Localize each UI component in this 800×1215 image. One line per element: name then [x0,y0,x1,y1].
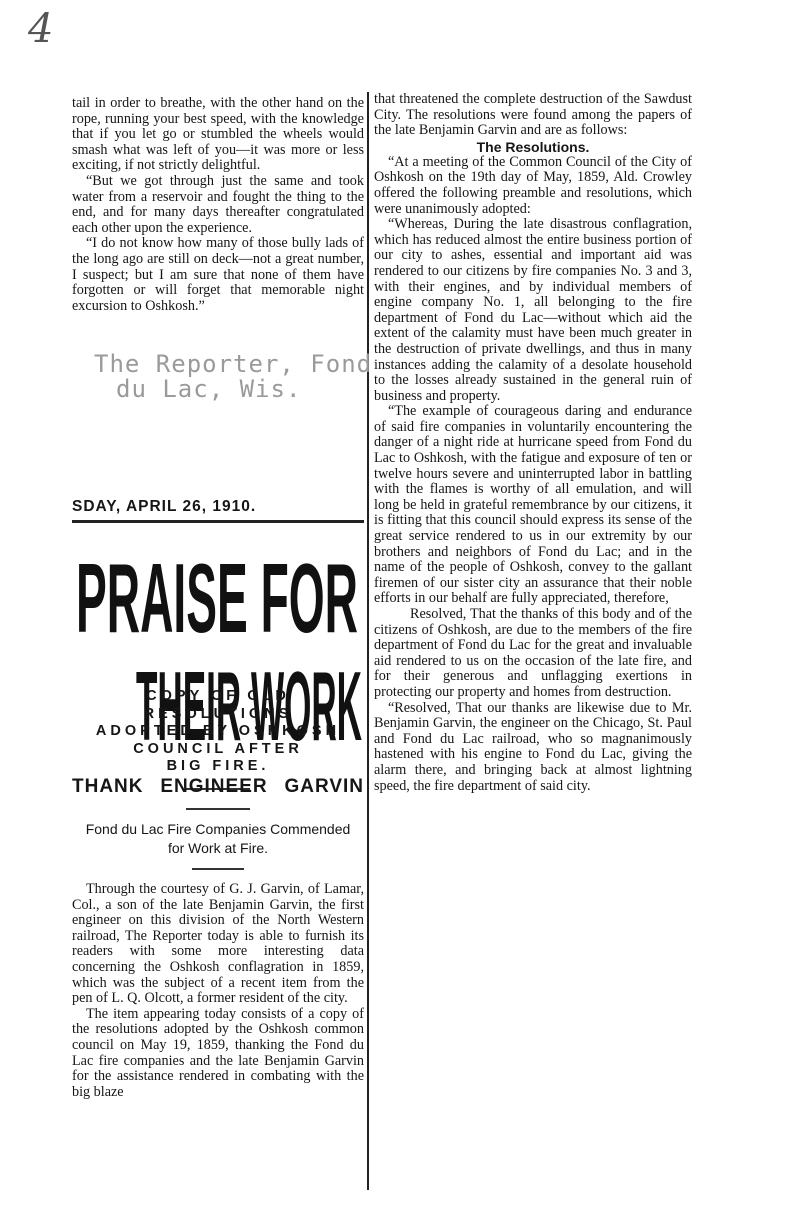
left-column [72,95,373,1100]
source-note-line: The Reporter, Fond [94,350,373,378]
article-paragraph: The item appearing today consists of a copy of the resolutions adopted by the Oshkosh common council on May 19, 1859, thanking the Fond du Lac fire companies and the late Benjamin Garvin for the assistance rendered in combating with the big blaze [72,1005,364,1100]
dateline: SDAY, APRIL 26, 1910. [72,498,257,515]
right-column [374,92,692,794]
article-paragraph: Through the courtesy of G. J. Garvin, of Lamar, Col., a son of the late Benjamin Garvin, the first engineer on this division of the North Western railroad, The Reporter today is able to furnish its readers with some more interesting data concerning the Oshkosh conflagration in 1859, which was the subject of a recent item from the pen of L. Q. Olcott, a former resident of the city. [72,881,364,1007]
page-number: 4 [28,6,54,52]
article-paragraph: tail in order to breathe, with the other hand on the rope, running your best speed, with the knowledge that if you let go or stumbled the wheels would smash what was left of you—it was more or less exciting, if not strictly delightful. [72,95,364,174]
article-paragraph: Resolved, That the thanks of this body and of the citizens of Oshkosh, are due to the members of the fire department of Fond du Lac for the great and invaluable aid rendered to us on the occasion of the late fire, and for their generous and unflagging exertions in protecting our property and homes from destruction. [374,606,692,700]
headline-line-1: PRAISE FOR [76,543,358,653]
headline-line-2: THEIR WORK [136,651,362,746]
article-body [72,882,364,1100]
dateline-rule [72,520,364,523]
subhead-word: ENGINEER [160,776,268,797]
headline-deck [72,688,364,790]
subdeck: Fond du Lac Fire Companies Commended for Work at Fire. [85,821,351,856]
subhead-word: GARVIN [284,776,364,797]
deck-line: BIG FIRE. [166,758,270,774]
subhead-word: THANK [72,776,144,797]
article-paragraph: “Resolved, That our thanks are likewise due to Mr. Benjamin Garvin, the engineer on the Chicago, St. Paul and Fond du Lac railroad, who so magnanimously hastened with his engine to Fond du Lac, giving the alarm there, and bringing back at almost lightning speed, the fire department of said city. [374,699,692,794]
handwritten-source-note [94,352,414,402]
source-note-line: du Lac, Wis. [116,375,302,403]
deck-line: ADOPTED BY OSHKOSH [95,723,341,739]
article-paragraph: “But we got through just the same and took water from a reservoir and fought the thing to the end, and for many days thereafter congratulated each other upon the experience. [72,172,364,236]
subhead [72,776,364,798]
article-paragraph: “Whereas, During the late disastrous conflagration, which has reduced almost the entire business portion of our city to ashes, essential and important aid was rendered to our citizens by fire companies No. 3 and 3, with their engines, and by individual members of engine company No. 1, all belonging to the fire department of Fond du Lac—without which aid the extent of the calamity must have been much greater in the destruction of private dwellings, and thus in many instances adding the calamity of a desolate household to the losses already sustained in the general ruin of business and property. [374,216,692,404]
subdeck-rule [192,868,244,870]
deck-line: COUNCIL AFTER [133,740,303,757]
article-paragraph: that threatened the complete destruction of the Sawdust City. The resolutions were found among the papers of the late Benjamin Garvin and are as follows: [374,91,692,139]
resolutions-subhead: The Resolutions. [476,138,590,155]
article-paragraph: “I do not know how many of those bully lads of the long ago are still on deck—not a great number, I suspect; but I am sure that none of them have forgotten or will forget that memorable night excursion to Oshkosh.” [72,235,364,314]
article-paragraph: “At a meeting of the Common Council of the City of Oshkosh on the 19th day of May, 1859, Ald. Crowley offered the following preamble and resolutions, which were unanimously adopted: [374,153,692,217]
continued-article [72,96,364,376]
column-divider [367,92,369,1190]
deck-line: COPY OF OLD RESOLUTIONS [143,688,293,722]
subhead-rule [186,808,250,810]
article-paragraph: “The example of courageous daring and endurance of said fire companies in voluntarily encountering the danger of a night ride at hurricane speed from Fond du Lac to Oshkosh, with the fatigue and exposure of ten or twelve hours severe and uninterrupted labor in battling with the flames is worthy of all emulation, and will long be held in grateful remembrance by our citizens, it is fitting that this council should express its sense of the great service rendered to us in our extremity by our brothers and neighbors of Fond du Lac; and in the name of the people of Oshkosh, convey to the gallant firemen of our sister city an assurance that their noble efforts in our behalf are fully appreciated, therefore, [374,403,692,607]
